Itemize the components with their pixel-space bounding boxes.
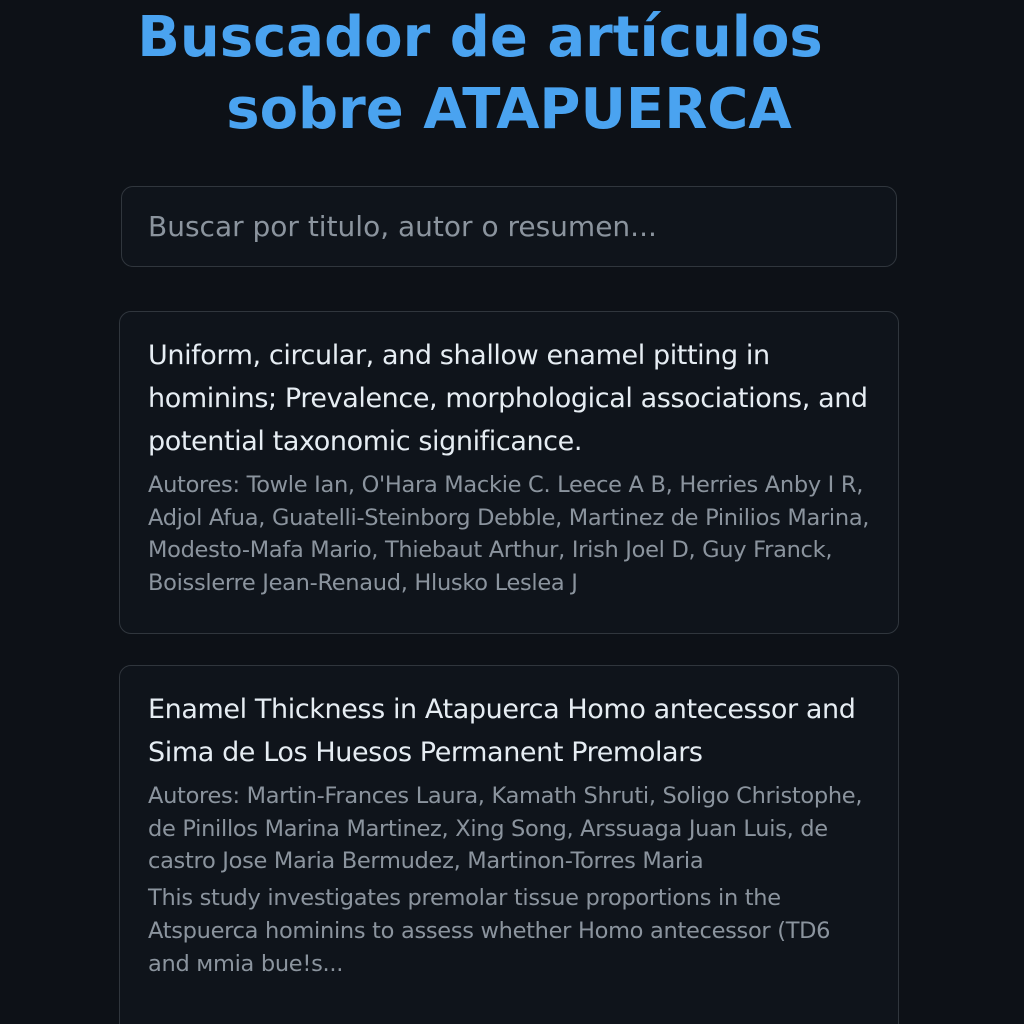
- result-title[interactable]: Enamel Thickness in Atapuerca Homo antecessor and Sima de Los Huesos Permanent Premolars: [148, 694, 856, 768]
- result-summary: This study investigates premolar tissue proportions in the Atspuerca hominins to assess whether Homo antecessor (TD6 and ᴍmia bue!s...: [148, 885, 831, 977]
- page-title-line-2: sobre ATAPUERCA: [226, 77, 792, 142]
- result-card[interactable]: [119, 311, 899, 634]
- result-title[interactable]: Uniform, circular, and shallow enamel pitting in hominins; Prevalence, morphological associations, and potential taxonomic significance.: [148, 340, 868, 457]
- page-title: [0, 0, 960, 146]
- page-title-line-1: Buscador de artículos: [137, 5, 823, 70]
- result-authors: Autores: Towle Ian, O'Hara Mackie C. Leece A B, Herries Anby I R, Adjol Afua, Guatelli-Steinborg Debble, Martinez de Pinilios Marina, Modesto-Mafa Mario, Thiebaut Arthur, Irish Joel D, Guy Franck, Boisslerre Jean-Renaud, Hlusko Leslea J: [148, 472, 870, 597]
- result-authors: Autores: Martin-Frances Laura, Kamath Shruti, Soligo Christophe, de Pinillos Marina Martinez, Xing Song, Arssuaga Juan Luis, de castro Jose Maria Bermudez, Martinon-Torres Maria: [148, 783, 863, 875]
- result-card[interactable]: [119, 665, 899, 1024]
- search-input[interactable]: [121, 186, 897, 267]
